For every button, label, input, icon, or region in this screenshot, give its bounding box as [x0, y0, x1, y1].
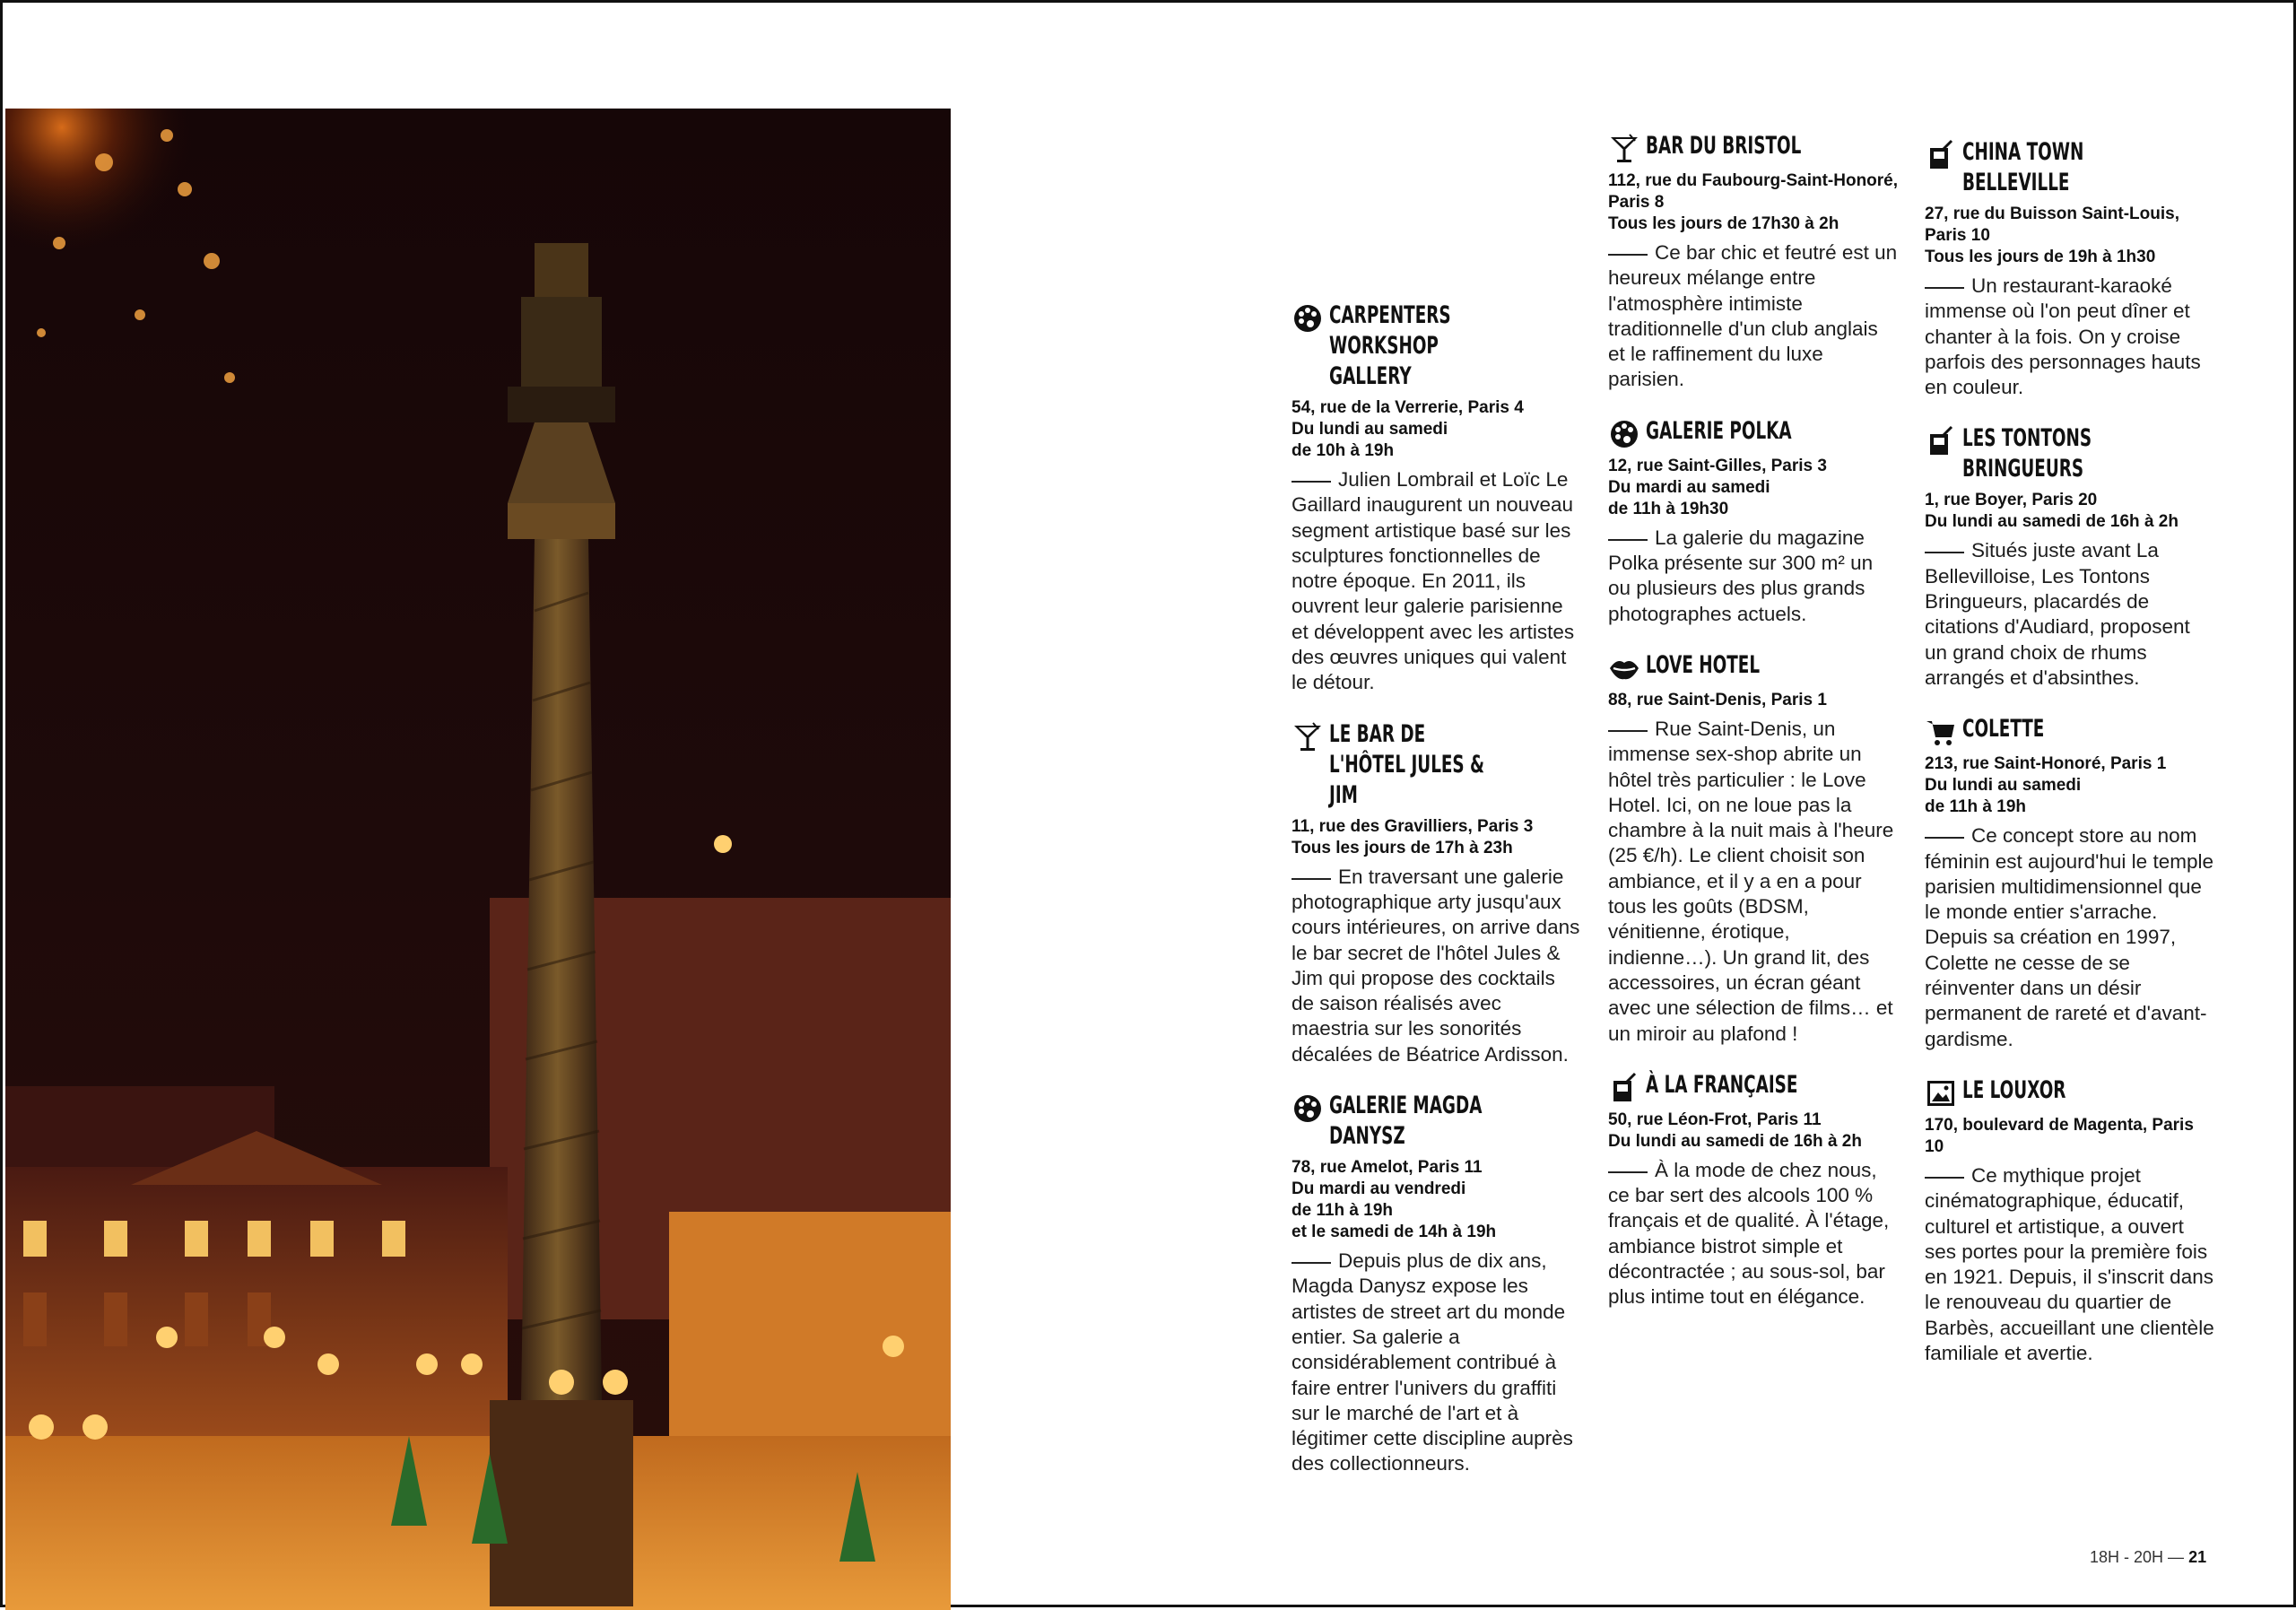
listing-address: 88, rue Saint-Denis, Paris 1 [1608, 690, 1827, 709]
listing-column-1 [1292, 300, 1583, 1501]
em-rule [1925, 1177, 1964, 1179]
listing-description-block [1608, 526, 1900, 627]
listing-description: Julien Lombrail et Loïc Le Gaillard inaugurent un nouveau segment artistique basé sur les sculptures fonctionnelles de notre époque. En 2011, ils ouvrent leur galerie parisienne et développent avec les artistes des œuvres uniques qui valent le détour. [1292, 468, 1575, 694]
listing-hours: Tous les jours de 17h30 à 2h [1608, 214, 1839, 233]
listing-china-town-belleville [1925, 137, 2216, 400]
listing-address-hours [1608, 456, 1900, 520]
listing-description-block [1292, 467, 1583, 696]
photo-illustration [5, 109, 951, 1610]
listing-description: La galerie du magazine Polka présente sur 300 m² un ou plusieurs des plus grands photographes actuels. [1608, 526, 1874, 625]
listing-title [1292, 719, 1583, 811]
em-rule [1608, 539, 1648, 541]
listing-title [1925, 1075, 2216, 1110]
listing-title [1292, 1091, 1583, 1152]
listing-hours: de 11h à 19h [1292, 1201, 1394, 1221]
listing-title [1292, 300, 1583, 392]
listing-address: 112, rue du Faubourg-Saint-Honoré, Paris 8 [1608, 171, 1899, 212]
listing-hours: de 11h à 19h [1925, 797, 2027, 817]
listing-description: Rue Saint-Denis, un immense sex-shop abrite un hôtel très particulier : le Love Hotel. Ici, on ne loue pas la chambre à la nuit mais à l'heure (25 €/h). Le client choisit son ambiance, et il y a en a pour tous les goûts (BDSM, vénitienne, érotique, indienne…). Un grand lit, des accessoires, un écran géant avec une sélection de films… et un miroir au plafond ! [1608, 717, 1894, 1045]
listing-description-block [1925, 1163, 2216, 1366]
page-folio [2090, 1548, 2206, 1567]
listing-address-hours [1925, 753, 2216, 818]
listing-hours: Du lundi au samedi de 16h à 2h [1925, 512, 2179, 532]
listing-address-hours [1292, 1157, 1583, 1243]
listing-title [1608, 131, 1900, 165]
listing-description: À la mode de chez nous, ce bar sert des alcools 100 % français et de qualité. À l'étage, ambiance bistrot simple et décontractée ; au sous-sol, bar plus intime tout en élégance. [1608, 1158, 1890, 1309]
listing-column-2 [1608, 131, 1900, 1334]
listing-hours: et le samedi de 14h à 19h [1292, 1223, 1497, 1242]
listing-les-tontons-bringueurs [1925, 423, 2216, 691]
drink-icon [1608, 1072, 1640, 1104]
listing-name: LOVE HOTEL [1646, 650, 1761, 679]
listing-address: 170, boulevard de Magenta, Paris 10 [1925, 1115, 2194, 1156]
listing-address-hours [1292, 397, 1583, 462]
em-rule [1925, 287, 1964, 289]
drink-icon [1925, 139, 1957, 171]
listing-description-block [1608, 240, 1900, 393]
listing-description: Depuis plus de dix ans, Magda Danysz expose les artistes de street art du monde entier. Sa galerie a considérablement contribué à faire entrer l'univers du graffiti sur le marché de l'art et à légitimer cette discipline auprès des collectionneurs. [1292, 1249, 1573, 1475]
listing-address: 54, rue de la Verrerie, Paris 4 [1292, 398, 1524, 417]
listing-name: LE BAR DE L'HÔTEL JULES & JIM [1329, 719, 1485, 809]
listing-name: LE LOUXOR [1962, 1075, 2066, 1104]
listing-title [1925, 423, 2216, 484]
listing-le-bar-de-l-hotel-jules-jim [1292, 719, 1583, 1067]
listing-description: Situés juste avant La Bellevilloise, Les Tontons Bringueurs, placardés de citations d'Audiard, proposent un grand choix de rhums arrangés et d'absinthes. [1925, 539, 2190, 689]
cocktail-icon [1292, 721, 1324, 753]
listing-title [1608, 1070, 1900, 1104]
listing-description: Un restaurant-karaoké immense où l'on peut dîner et chanter à la fois. On y croise parfois des personnages hauts en couleur. [1925, 274, 2201, 399]
listing-column-3 [1925, 137, 2216, 1389]
listing-address: 27, rue du Buisson Saint-Louis, Paris 10 [1925, 205, 2179, 245]
lips-icon [1608, 652, 1640, 684]
listing-description-block [1292, 865, 1583, 1067]
cocktail-icon [1608, 133, 1640, 165]
drink-icon [1925, 425, 1957, 457]
listing-name: COLETTE [1962, 715, 2045, 744]
listing-hours: Du mardi au samedi [1608, 477, 1770, 497]
listing-address-hours [1608, 690, 1900, 711]
listing-name: À LA FRANÇAISE [1646, 1070, 1798, 1099]
listing-name: CARPENTERS WORKSHOP GALLERY [1329, 301, 1451, 390]
em-rule [1608, 1171, 1648, 1173]
listing-address-hours [1608, 1110, 1900, 1153]
palette-icon [1608, 418, 1640, 450]
listing-hours: Du lundi au samedi [1925, 776, 2082, 796]
em-rule [1292, 1262, 1331, 1264]
em-rule [1608, 730, 1648, 732]
listing-name: LES TONTONS BRINGUEURS [1962, 424, 2092, 483]
listing-hours: Tous les jours de 19h à 1h30 [1925, 248, 2156, 266]
listing-name: GALERIE POLKA [1646, 416, 1792, 445]
listing-address: 12, rue Saint-Gilles, Paris 3 [1608, 456, 1827, 475]
em-rule [1292, 878, 1331, 880]
listing-address: 50, rue Léon-Frot, Paris 11 [1608, 1110, 1822, 1129]
listing-title [1925, 137, 2216, 198]
listing-description: En traversant une galerie photographique arty jusqu'aux cours intérieures, on arrive dans le bar secret de l'hôtel Jules & Jim qui propose des cocktails de saison réalisés avec maestria sur les sonorités décalées de Béatrice Ardisson. [1292, 865, 1580, 1066]
listing-description-block [1925, 274, 2216, 400]
cart-icon [1925, 716, 1957, 748]
listing-description-block [1925, 538, 2216, 691]
listing-hours: Du lundi au samedi de 16h à 2h [1608, 1131, 1862, 1151]
page-number: 21 [2188, 1548, 2207, 1566]
listing-description: Ce concept store au nom féminin est aujourd'hui le temple parisien multidimensionnel que le monde entier s'arrache. Depuis sa création en 1997, Colette ne cesse de se réinventer dans un désir permanent de rareté et d'avant-gardisme. [1925, 824, 2213, 1050]
vendome-column-night-photo [5, 109, 951, 1610]
listing-hours: Du lundi au samedi [1292, 420, 1448, 439]
palette-icon [1292, 1092, 1324, 1125]
em-rule [1925, 837, 1964, 839]
listing-title [1925, 714, 2216, 748]
listing-carpenters-workshop-gallery [1292, 300, 1583, 696]
listing-love-hotel [1608, 650, 1900, 1047]
listing-address-hours [1292, 816, 1583, 859]
em-rule [1925, 552, 1964, 553]
listing-name: CHINA TOWN BELLEVILLE [1962, 138, 2084, 196]
em-rule [1292, 481, 1331, 483]
listing-galerie-polka [1608, 416, 1900, 627]
listing-hours: de 11h à 19h30 [1608, 499, 1729, 518]
listing-address: 78, rue Amelot, Paris 11 [1292, 1158, 1483, 1178]
listing-description-block [1292, 1249, 1583, 1477]
folio-section: 18H - 20H — [2090, 1548, 2185, 1566]
listing-bar-du-bristol [1608, 131, 1900, 393]
listing-address-hours [1925, 204, 2216, 268]
listing-hours: Du mardi au vendredi [1292, 1179, 1466, 1199]
listing-name: BAR DU BRISTOL [1646, 132, 1802, 160]
listing-address: 1, rue Boyer, Paris 20 [1925, 491, 2098, 510]
listing-address-hours [1608, 170, 1900, 235]
listing-galerie-magda-danysz [1292, 1091, 1583, 1477]
listing-description-block [1608, 1158, 1900, 1310]
listing-le-louxor [1925, 1075, 2216, 1366]
listing-description-block [1608, 717, 1900, 1047]
listing-colette [1925, 714, 2216, 1052]
listing-hours: de 10h à 19h [1292, 441, 1395, 460]
listing-name: GALERIE MAGDA DANYSZ [1329, 1092, 1483, 1151]
listing-description: Ce mythique projet cinématographique, éducatif, culturel et artistique, a ouvert ses portes pour la première fois en 1921. Depuis, il s'inscrit dans le renouveau du quartier de Barbès, accueillant une clientèle familiale et avertie. [1925, 1163, 2214, 1365]
listing-a-la-francaise [1608, 1070, 1900, 1310]
em-rule [1608, 254, 1648, 256]
listing-address-hours [1925, 1115, 2216, 1158]
listing-address: 213, rue Saint-Honoré, Paris 1 [1925, 754, 2167, 774]
picture-icon [1925, 1077, 1957, 1110]
listing-address-hours [1925, 490, 2216, 533]
palette-icon [1292, 302, 1324, 335]
listing-hours: Tous les jours de 17h à 23h [1292, 838, 1513, 857]
listing-title [1608, 416, 1900, 450]
listing-title [1608, 650, 1900, 684]
listing-address: 11, rue des Gravilliers, Paris 3 [1292, 816, 1534, 836]
listing-description-block [1925, 823, 2216, 1052]
listing-description: Ce bar chic et feutré est un heureux mélange entre l'atmosphère intimiste traditionnelle d'un club anglais et le raffinement du luxe parisien. [1608, 241, 1898, 391]
